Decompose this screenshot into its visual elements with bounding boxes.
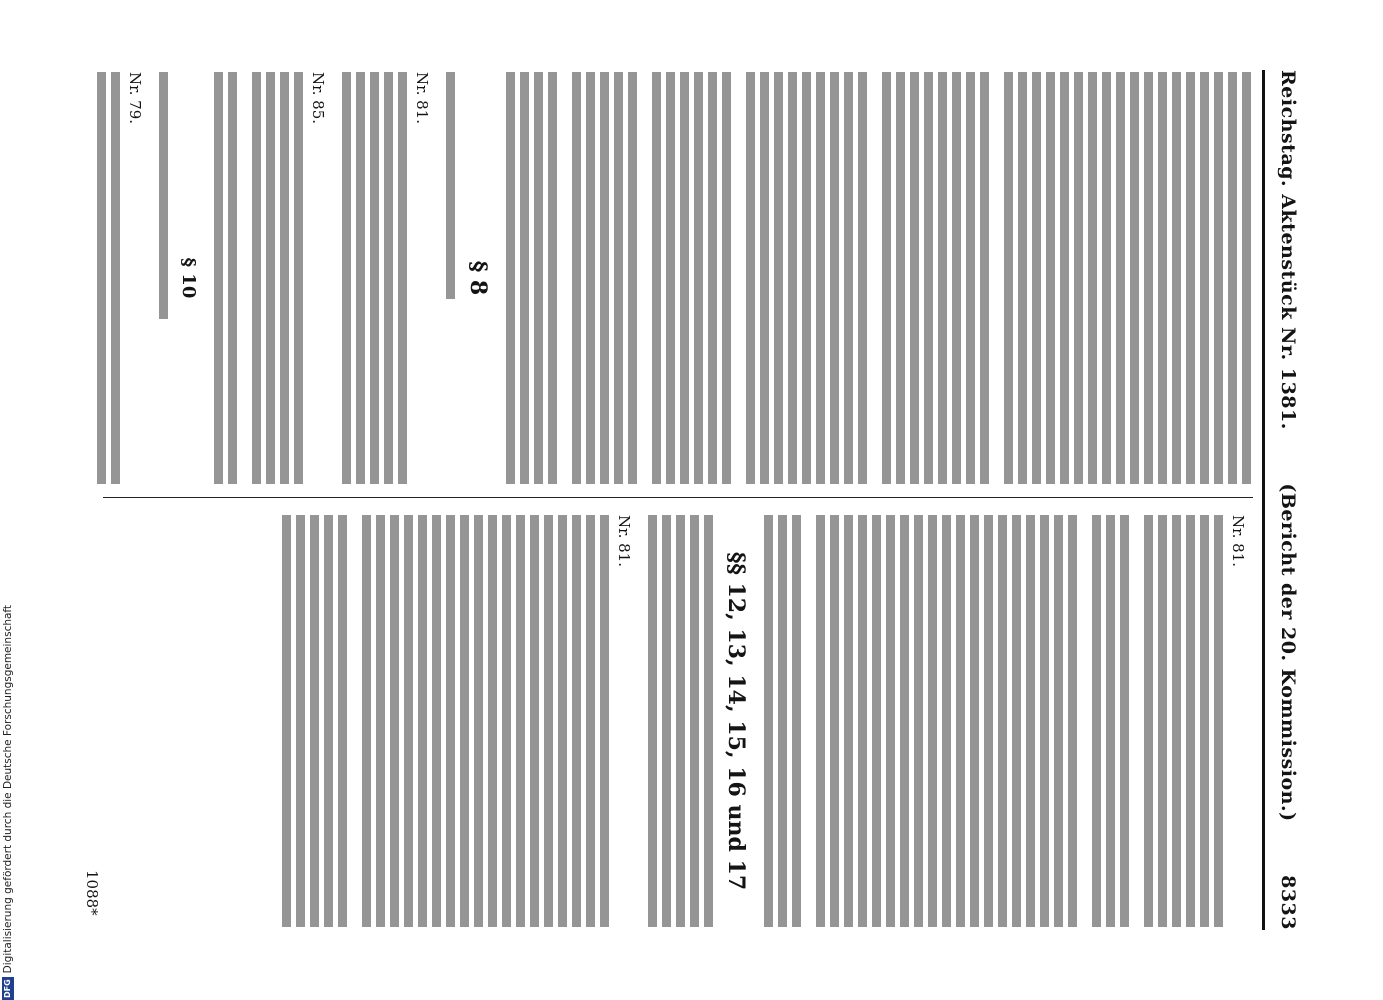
text-paragraph [247,72,303,484]
text-paragraph [643,515,713,927]
text-paragraph [1139,515,1223,927]
text-paragraph [877,72,989,484]
text-paragraph [647,72,731,484]
motion-number: Nr. 81. [413,72,431,125]
text-paragraph [741,72,867,484]
section-heading-8: § 8 [465,260,491,296]
motion-number: Nr. 79. [126,72,144,125]
text-paragraph [337,72,407,484]
text-paragraph [759,515,801,927]
motion-number: Nr. 85. [309,72,327,125]
text-paragraph [357,515,609,927]
running-head-right: (Bericht der 20. Kommission.) [1277,483,1299,822]
text-paragraph [154,72,168,319]
text-paragraph [811,515,1077,927]
digitization-text: Digitalisierung gefördert durch die Deutsche Forschungsgemeinschaft [2,604,14,974]
text-paragraph [92,72,120,484]
text-paragraph [1087,515,1129,927]
digitization-note [1,0,15,1000]
motion-number: Nr. 81. [1229,515,1247,568]
text-paragraph [277,515,347,927]
text-paragraph [441,72,455,299]
text-paragraph [501,72,557,484]
page-number: 8333 [1277,875,1299,930]
dfg-logo: DFG [3,979,12,998]
text-paragraph [567,72,637,484]
header-rule [1262,70,1265,930]
left-column [82,72,1251,484]
section-heading-12-17: §§ 12, 13, 14, 15, 16 und 17 [723,551,749,891]
right-column [267,515,1251,927]
motion-number: Nr. 81. [615,515,633,568]
running-head-left: Reichstag. Aktenstück Nr. 1381. [1277,70,1299,430]
text-paragraph [999,72,1251,484]
text-paragraph [209,72,237,484]
section-heading-10: § 10 [178,257,199,299]
running-head [1273,70,1303,930]
signature-mark: 1088* [83,870,101,916]
column-divider [103,497,1253,498]
